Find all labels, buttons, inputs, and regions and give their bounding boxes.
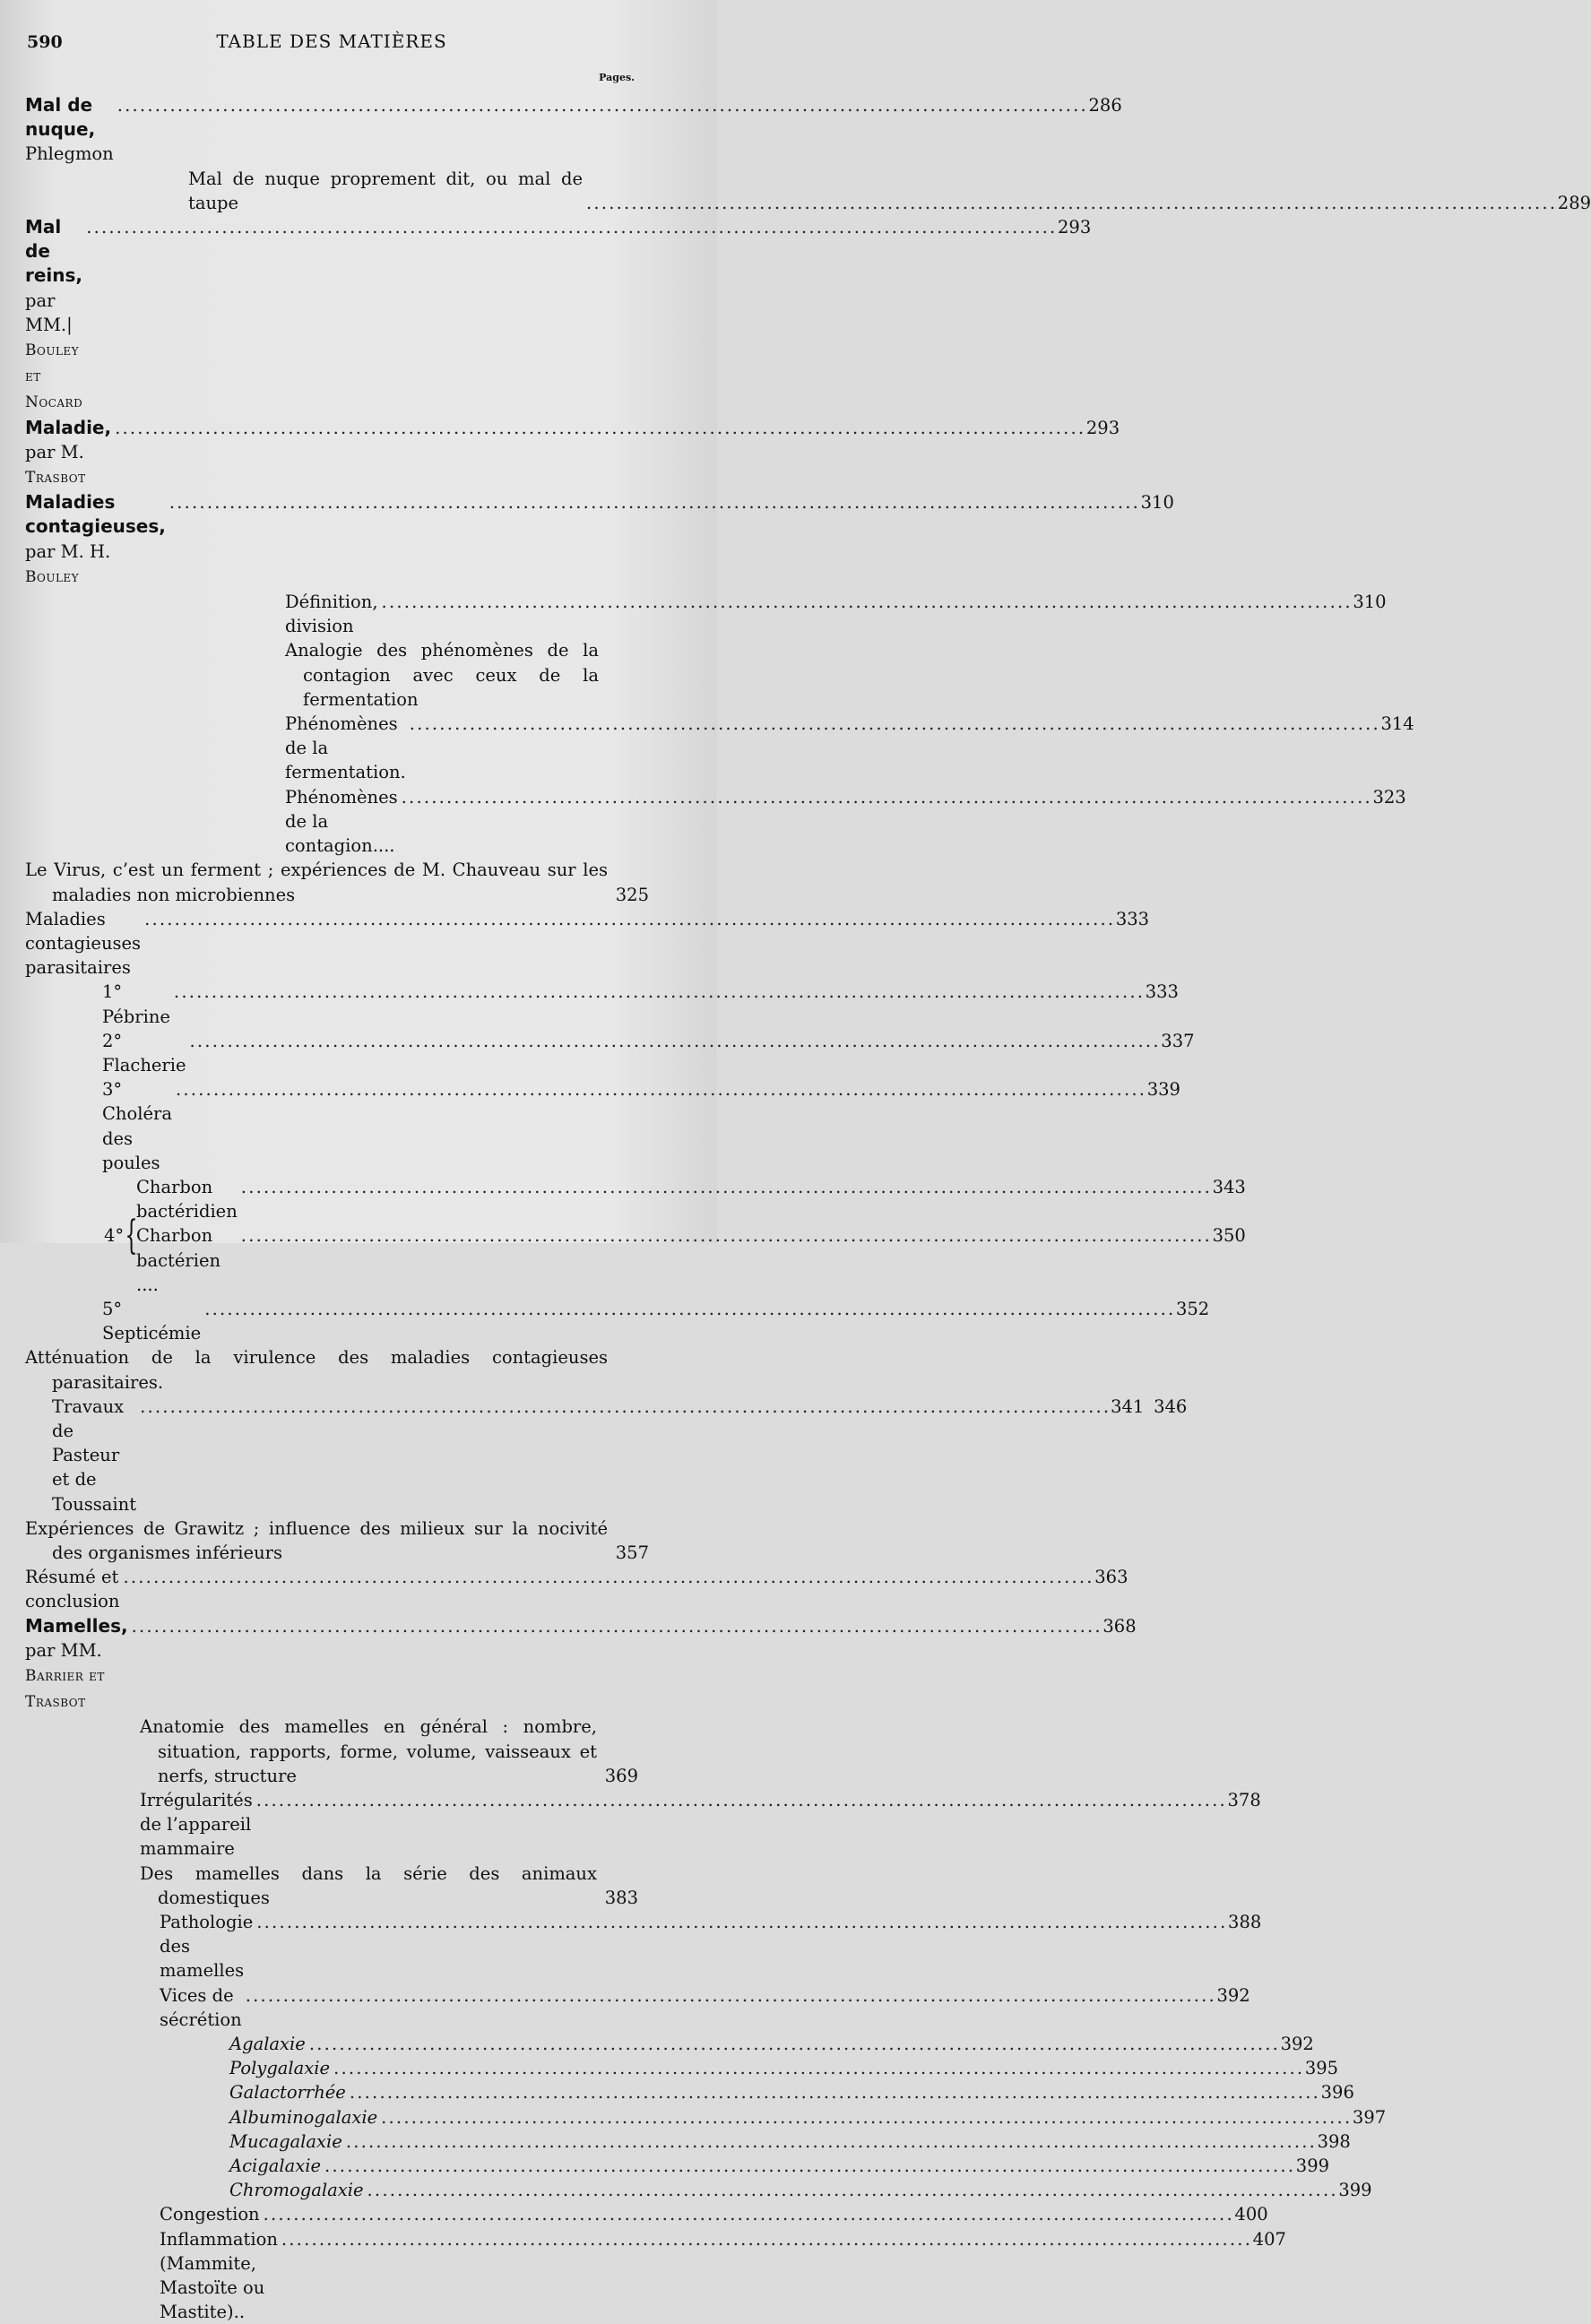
page-ref: 369 — [604, 1765, 638, 1786]
entry-title: Mal de nuque, — [25, 94, 96, 141]
page-ref: 397 — [1352, 2106, 1387, 2128]
toc-entry — [25, 1862, 636, 1910]
toc-entry — [25, 2105, 1387, 2130]
toc-entry — [25, 2056, 1339, 2080]
entry-text: Vices de sécrétion — [160, 1984, 242, 2030]
entry-text: 2° Flacherie — [102, 1030, 186, 1076]
entry-text: Charbon bactéridien — [136, 1176, 238, 1222]
page-ref: 333 — [1145, 981, 1179, 1003]
page-ref-start: 341 — [1111, 1395, 1145, 1417]
entry-text: 1° Pébrine — [102, 981, 170, 1027]
group-number: 4° — [104, 1225, 125, 1247]
toc-entry — [25, 167, 1591, 215]
page-ref: 314 — [1380, 713, 1414, 735]
toc-entry — [25, 93, 1122, 167]
page-ref: 337 — [1161, 1030, 1195, 1051]
entry-title: Mamelles, — [25, 1614, 128, 1637]
toc-entry — [25, 1910, 1262, 1983]
toc-entry — [25, 490, 1174, 590]
page-ref: 399 — [1295, 2156, 1330, 2177]
toc-entry: Atténuation de la virulence des maladies contagieuses parasitaires. — [25, 1347, 608, 1393]
toc-entry — [25, 638, 636, 712]
page-ref: 399 — [1338, 2180, 1372, 2201]
entry-text: Mal de nuque proprement dit, ou mal de taupe — [188, 168, 583, 213]
entry-title: Maladie, — [25, 416, 112, 438]
page-ref: 396 — [1320, 2082, 1354, 2104]
page-ref: 388 — [1228, 1912, 1262, 1933]
entry-text: par MM. — [25, 1639, 102, 1661]
toc-entry — [25, 2202, 1268, 2226]
entry-text: Agalaxie — [229, 2034, 306, 2055]
page-header — [0, 27, 717, 54]
toc-entry — [25, 1614, 1137, 1715]
entry-authors: Bouley et Nocard — [25, 341, 83, 412]
entry-title: Mal de reins, — [25, 216, 83, 287]
entry-text: Irrégularités de l’appareil mammaire — [140, 1790, 253, 1860]
toc-entry — [25, 1077, 1180, 1175]
page-ref: 357 — [615, 1542, 649, 1563]
entry-text: 3° Choléra des poules — [102, 1079, 172, 1173]
entry-text: 5° Septicémie — [102, 1298, 202, 1344]
toc-entry — [25, 1715, 636, 1788]
page-number: 590 — [27, 32, 63, 52]
toc-entry — [25, 858, 649, 906]
toc-entry — [25, 1029, 1195, 1077]
toc-entry — [25, 1983, 1250, 2032]
page-ref: 293 — [1058, 217, 1092, 238]
entry-text: par MM.| — [25, 289, 73, 335]
entry-text: Chromogalaxie — [229, 2180, 364, 2201]
toc-entry — [25, 712, 1414, 785]
page-ref: 289 — [1557, 192, 1591, 213]
toc-entry — [25, 1395, 1188, 1516]
entry-text: Polygalaxie — [229, 2058, 331, 2079]
page-ref: 398 — [1317, 2130, 1351, 2152]
entry-text: Résumé et conclusion — [25, 1567, 120, 1612]
toc-entry — [25, 215, 1092, 416]
page-ref: 363 — [1094, 1567, 1128, 1588]
entry-text: Inflammation (Mammite, Mastoïte ou Mastite).. — [160, 2228, 278, 2323]
page-ref: 339 — [1146, 1079, 1180, 1101]
toc-entry — [25, 1297, 1210, 1345]
page-ref: 310 — [1353, 592, 1387, 613]
page-ref: 325 — [615, 884, 649, 905]
page-ref: 407 — [1252, 2228, 1286, 2250]
entry-text: Expériences de Grawitz ; influence des milieux sur la nocivité des organismes inférieurs — [25, 1517, 608, 1563]
page-ref: 400 — [1234, 2204, 1268, 2225]
toc-entry — [25, 907, 1150, 981]
entry-text: par M. — [25, 441, 84, 462]
toc-entry — [25, 980, 1179, 1028]
page-ref: 392 — [1280, 2034, 1314, 2055]
toc-entry — [136, 1223, 1246, 1297]
entry-text: Charbon bactérien .... — [136, 1225, 221, 1295]
toc-entry — [25, 2080, 1354, 2104]
entry-text: par M. H. — [25, 540, 111, 562]
running-title: TABLE DES MATIÈRES — [216, 30, 447, 52]
entry-text: Phénomènes de la fermentation. — [285, 713, 406, 783]
page-ref: 350 — [1212, 1225, 1246, 1247]
toc-entry — [25, 590, 1387, 638]
toc-entry — [25, 2130, 1351, 2154]
entry-text: Congestion — [160, 2204, 260, 2225]
page-ref: 310 — [1140, 492, 1174, 514]
entry-text: Travaux de Pasteur et de Toussaint — [52, 1395, 137, 1515]
entry-text: Acigalaxie — [229, 2156, 321, 2177]
toc-entry — [25, 2227, 1286, 2324]
toc-entry — [25, 1565, 1128, 1613]
toc-entry — [25, 2032, 1314, 2056]
entry-text: Albuminogalaxie — [229, 2106, 378, 2128]
page-ref: 383 — [604, 1887, 638, 1908]
entry-text: Phlegmon — [25, 143, 114, 165]
toc-entry — [25, 1788, 1261, 1862]
entry-authors: Barrier et Trasbot — [25, 1667, 105, 1712]
toc-entry-group — [25, 1175, 1246, 1297]
table-of-contents — [25, 93, 1591, 2324]
page-ref: 323 — [1372, 786, 1406, 808]
entry-text: Le Virus, c’est un ferment ; expériences de M. Chauveau sur les maladies non microbiennes — [25, 860, 608, 905]
entry-text: Phénomènes de la contagion.... — [285, 786, 398, 857]
toc-entry — [25, 1516, 649, 1565]
page-ref: 395 — [1304, 2058, 1339, 2079]
entry-text: Maladies contagieuses parasitaires — [25, 908, 142, 979]
entry-authors: Bouley — [25, 567, 80, 586]
entry-text: Galactorrhée — [229, 2082, 346, 2104]
entry-text: Des mamelles dans la série des animaux domestiques — [140, 1862, 597, 1908]
entry-title: Maladies contagieuses, — [25, 491, 166, 538]
page-ref: 378 — [1227, 1790, 1261, 1811]
page-ref: 368 — [1102, 1615, 1137, 1637]
entry-text: Anatomie des mamelles en général : nombre, situation, rapports, forme, volume, vaisseaux et nerfs, structure — [140, 1716, 597, 1786]
page-ref: 343 — [1212, 1176, 1246, 1197]
page-ref: 346 — [1154, 1395, 1188, 1417]
toc-entry — [136, 1175, 1246, 1223]
page-ref: 293 — [1085, 417, 1120, 438]
pages-column-label: Pages. — [599, 72, 635, 83]
page-ref: 333 — [1115, 908, 1150, 929]
toc-entry — [25, 416, 1120, 491]
entry-text: Analogie des phénomènes de la contagion avec ceux de la fermentation — [285, 640, 599, 710]
brace-icon: { — [125, 1212, 138, 1258]
toc-entry — [25, 785, 1406, 859]
entry-text: Pathologie des mamelles — [160, 1912, 254, 1982]
toc-entry — [25, 2154, 1330, 2178]
page-ref: 352 — [1175, 1298, 1210, 1319]
entry-text: Définition, division — [285, 592, 378, 637]
page-ref: 286 — [1088, 95, 1122, 116]
entry-authors: Trasbot — [25, 469, 86, 488]
page-ref: 392 — [1216, 1984, 1250, 2006]
entry-text: Mucagalaxie — [229, 2130, 342, 2152]
toc-entry — [25, 2178, 1372, 2202]
